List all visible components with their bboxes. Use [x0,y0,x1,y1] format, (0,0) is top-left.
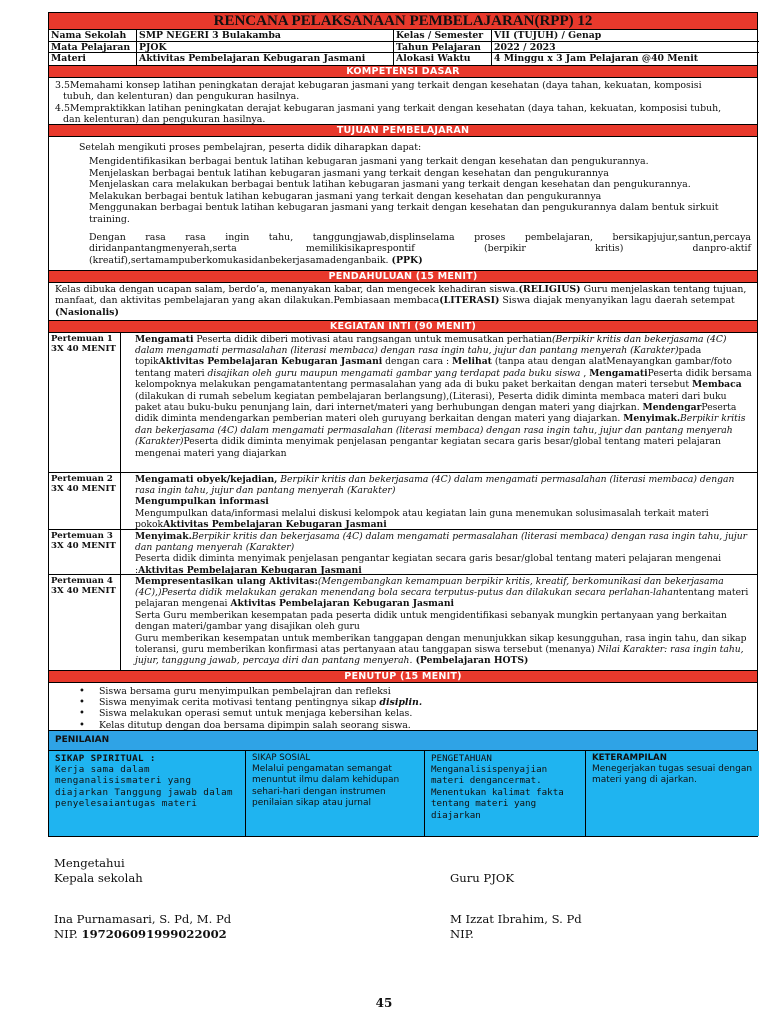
pertemuan-content [121,333,757,472]
text: Guru memberikan kesempatan untuk memberikan tanggapan dengan menunjukkan sikap kesungguhan, rasa ingin tahu, dan sikap toleransi, guru memberikan konfirmasi atas pertanyaan atau tanggapan siswa tersebut (menanya) [135,632,747,655]
pertemuan-3-row [48,530,758,575]
document-title: RENCANA PELAKSANAAN PEMBELAJARAN(RPP) 12 [48,12,758,30]
keyword: Aktivitas Pembelajaran Kebugaran Jasmani [138,564,362,576]
keyword: Aktivitas Pembelajaran Kebugaran Jasmani [230,598,455,610]
text: tentang materi pelajaran mengenai [135,586,749,610]
pendahuluan-text: Guru menjelaskan tentang tujuan, manfaat, dan aktivitas pembelajaran yang akan dilakukan.Pembiasaan membaca [55,283,747,307]
keyword: Aktivitas Pembelajaran Kebugaran Jasmani [163,519,387,531]
tujuan-item: Mengidentifikasikan berbagai bentuk latihan kebugaran jasmani yang terkait dengan kesehatan dan pengukurannya. [89,156,649,168]
keyword: Mengamati [135,333,194,345]
text: Peserta didik diminta menyimak penjelasan pengantar kegiatan secara garis besar/global tentang materi pelajaran mengenai materi yang diajarkan [135,436,721,459]
tujuan-item: Menjelaskan berbagai bentuk latihan kebugaran jasmani yang terkait dengan kesehatan dan pengukurannya [89,167,609,179]
pertemuan-title: Pertemuan 4 [51,575,113,586]
pertemuan-label [49,575,121,670]
penutup-heading: PENUTUP (15 MENIT) [48,671,758,683]
penutup-item [79,697,751,708]
text: Peserta didik diminta menyimak penjelasan pengantar kegiatan secara garis besar/global tentang materi pelajaran mengenai : [135,553,722,576]
kd-line: dan kelenturan) dan pengukuran hasilnya. [63,114,266,126]
sikap-sosial-cell [246,751,425,836]
identity-value: 4 Minggu x 3 Jam Pelajaran @40 Menit [494,53,699,64]
text-italic: disajikan oleh guru maupun mengamati gambar yang terdapat pada buku siswa [207,367,581,379]
pertemuan-label [49,530,121,574]
inti-heading: KEGIATAN INTI (90 MENIT) [48,321,758,333]
page-number: 45 [375,996,393,1010]
tujuan-closing-text: Dengan rasa rasa ingin tahu, tanggungjawab,displinselama proses pembelajaran, bersikapjujur,santun,percaya diridanpantangmenyerah,serta memilikisikaprespontif (berpikir kritis) danpro-aktif (kreatif),sertamampuberkomukasidanbekerjasamadenganbaik. [89,231,751,266]
cell-body: Kerja sama dalam menganalisismateri yang diajarkan Tanggung jawab dalam penyelesaiantugas materi [55,763,233,810]
tujuan-section [48,137,758,271]
pertemuan-duration: 3X 40 MENIT [51,585,116,596]
pendahuluan-text: Kelas dibuka dengan ucapan salam, berdo’a, menanyakan kabar, dan mengecek kehadiran siswa. [55,283,519,295]
ppk-tag: (PPK) [391,254,423,266]
pendahuluan-text: Siswa diajak menyanyikan lagu daerah setempat [499,295,735,307]
cell-heading: PENGETAHUAN [431,752,492,764]
text: (tanpa atau dengan alatMenayangkan gambar/foto tentang materi [135,356,732,379]
text: Peserta didik bersama kelompoknya melakukan pengamatantentang permasalahan yang ada di buku paket berkaitan dengan materi tersebut [135,367,752,391]
pengetahuan-cell [425,751,586,836]
keyword: Aktivitas Pembelajaran Kebugaran Jasmani [158,356,383,368]
tujuan-item: Melakukan berbagai bentuk latihan kebugaran jasmani yang terkait dengan kesehatan dan pengukurannya [89,190,602,202]
tujuan-closing [79,232,751,267]
penutup-list [79,686,751,732]
pendahuluan-heading: PENDAHULUAN (15 MENIT) [48,271,758,283]
kd-line: tubuh, dan kelenturan) dan pengukuran hasilnya. [63,91,300,103]
pertemuan-4-row [48,575,758,671]
text-italic: Berpikir kritis dan bekerjasama (4C) dalam mengamati permasalahan (literasi membaca) dengan rasa ingin tahu, jujur dan pantang menyerah (Karakter) [135,413,746,448]
identity-left [49,30,394,65]
pertemuan-duration: 3X 40 MENIT [51,540,116,551]
sikap-spiritual-cell [49,751,246,836]
nip-label: NIP. [54,927,82,941]
sign-role: Guru PJOK [450,871,515,885]
keyword: Mengamati [589,367,648,379]
text-italic: (Mengembangkan kemampuan berpikir kritis, kreatif, berkomunikasi dan bekerjasama (4C),)Peserta didik melakukan gerakan menendang bola secara terputus-putus dan dilakukan secara perlahan-lahan [135,575,724,598]
pendahuluan-section [48,283,758,321]
identity-row [394,53,759,65]
cell-body: Melalui pengamatan semangat menuntut ilmu dalam kehidupan sehari-hari dengan instrumen penilaian sikap atau jurnal [252,763,400,809]
sign-name: Ina Purnamasari, S. Pd, M. Pd [54,912,232,926]
penutup-item: • Siswa melakukan operasi semut untuk menjaga kebersihan kelas. [79,708,751,719]
pertemuan-content [121,473,757,529]
text-italic: Berpikir kritis dan bekerjasama (4C) dalam mengamati permasalahan (literasi membaca) dengan rasa ingin tahu, jujur dan pantang menyerah (Karakter) [135,473,735,496]
identity-label: Nama Sekolah [49,30,137,41]
identity-value: SMP NEGERI 3 Bulakamba [139,30,281,41]
cell-heading: KETERAMPILAN [592,752,667,763]
nasionalis-tag: (Nasionalis) [55,306,119,318]
text-italic: (Berpikir kritis dan bekerjasama (4C) dalam mengamati permasalahan (literasi membaca) dengan rasa ingin tahu, jujur dan pantang menyerah (Karakter) [135,333,727,356]
keyword: Melihat [452,356,492,368]
text: Serta Guru memberikan kesempatan pada peserta didik untuk mengidentifikasi sebanyak mungkin pertanyaan yang berkaitan dengan materi/gambar yang disajikan oleh guru [135,609,727,633]
sign-role: Kepala sekolah [54,871,143,885]
text: Mengumpulkan data/informasi melalui diskusi kelompok atau kegiatan lain guna menemukan solusimasalah terkait materi pokok [135,507,709,531]
keyword: Mengamati obyek/kejadian, [135,473,278,485]
penutup-emphasis: disiplin. [379,696,423,708]
text: dengan cara : [382,356,453,368]
sign-nip [54,927,414,942]
signature-right [450,856,750,942]
pertemuan-duration: 3X 40 MENIT [51,343,116,354]
identity-row [49,30,393,42]
literasi-tag: (LITERASI) [439,295,500,307]
keyword: Mengumpulkan informasi [135,496,269,508]
pertemuan-title: Pertemuan 1 [51,333,113,344]
text: Peserta didik diberi motivasi atau rangsangan untuk memusatkan perhatian [193,333,552,345]
identity-value: Aktivitas Pembelajaran Kebugaran Jasmani [139,53,366,64]
sign-nip: NIP. [450,927,474,941]
pertemuan-title: Pertemuan 2 [51,473,113,484]
religius-tag: (RELIGIUS) [518,283,581,295]
text: (dilakukan di rumah sebelum kegiatan pembelajaran berlangsung),(Literasi), Peserta didik diminta membaca materi dari buku paket atau buku-buku penunjang lain, dari internet/materi yang berhubungan dengan materi yang diajrkan. [135,390,727,413]
text: Peserta didik diminta mendengarkan pemberian materi oleh guruyang berkaitan dengan materi yang diajarkan. [135,401,737,425]
identity-label: Alokasi Waktu [394,53,492,65]
nip-value: 197206091999022002 [81,927,227,941]
penutup-item: • Kelas ditutup dengan doa bersama dipimpin salah seorang siswa. [79,720,751,731]
pertemuan-content [121,575,757,670]
cell-heading: SIKAP SOSIAL [252,752,311,763]
cell-body: Menganalisispenyajian materi dengancermat. Menentukan kalimat fakta tentang materi yang diajarkan [431,763,564,821]
pertemuan-duration: 3X 40 MENIT [51,483,116,494]
pertemuan-label [49,333,121,472]
tujuan-intro: Setelah mengikuti proses pembelajran, peserta didik diharapkan dapat: [79,141,422,153]
keyword: Menyimak. [135,530,192,542]
text-italic: Berpikir kritis dan bekerjasama (4C) dalam mengamati permasalahan (literasi membaca) dengan rasa ingin tahu, jujur dan pantang menyerah (Karakter) [135,530,748,553]
kd-section [48,78,758,125]
penutup-text: Siswa menyimak cerita motivasi tentang pentingnya sikap [99,696,380,708]
kd-heading: KOMPETENSI DASAR [48,66,758,78]
pertemuan-label [49,473,121,529]
cell-heading: SIKAP SPIRITUAL : [55,752,156,764]
pertemuan-title: Pertemuan 3 [51,530,113,541]
penutup-section [48,683,758,731]
identity-label: Mata Pelajaran [49,42,137,53]
sign-name: M Izzat Ibrahim, S. Pd [450,912,582,926]
kd-item [55,103,753,126]
pertemuan-2-row [48,473,758,530]
pertemuan-1-row [48,333,758,473]
pertemuan-content [121,530,757,574]
identity-value: PJOK [139,41,167,52]
signature-left [54,856,414,942]
identity-label: Materi [49,53,137,65]
penilaian-heading: PENILAIAN [48,731,758,751]
identity-right [394,30,759,65]
tujuan-item: Menjelaskan cara melakukan berbagai bentuk latihan kebugaran jasmani yang terkait dengan kesehatan dan pengukurannya. [89,179,691,191]
identity-row [394,30,759,42]
penilaian-grid [48,751,758,837]
tujuan-item: Menggunakan berbagai bentuk latihan kebugaran jasmani yang terkait dengan kesehatan dan pengukurannya dalam bentuk sirkuit training. [89,202,719,226]
text: pada topik [135,344,702,368]
identity-label: Kelas / Semester [394,30,492,41]
identity-row [394,42,759,54]
hots-tag: (Pembelajaran HOTS) [412,655,529,667]
identity-value: 2022 / 2023 [494,41,556,52]
text-italic: Nilai Karakter: rasa ingin tahu, jujur, tanggung jawab, percaya diri dan pantang menyerah. [135,643,744,667]
keyword: Mendengar [642,401,702,413]
text: , [580,367,590,379]
identity-row [49,53,393,65]
tujuan-heading: TUJUAN PEMBELAJARAN [48,125,758,137]
keyword: Membaca [692,379,742,391]
sign-text: Mengetahui [54,856,125,870]
kd-line: 3.5Memahami konsep latihan peningkatan derajat kebugaran jasmani yang terkait dengan kesehatan (daya tahan, kekuatan, komposisi [55,79,702,91]
penutup-item: • Siswa bersama guru menyimpulkan pembelajran dan refleksi [79,686,751,697]
keterampilan-cell [586,751,759,836]
cell-body: Menegerjakan tugas sesuai dengan materi yang di ajarkan. [592,763,753,786]
identity-table [48,30,758,66]
keyword: Mempresentasikan ulang Aktivitas: [135,575,318,587]
identity-label: Tahun Pelajaran [394,42,492,53]
rpp-sheet [48,12,758,837]
kd-line: 4.5Mempraktikkan latihan peningkatan derajat kebugaran jasmani yang terkait dengan kesehatan (daya tahan, kekuatan, komposisi tubuh, [55,102,722,114]
kd-item [55,80,753,103]
keyword: Menyimak. [623,413,681,425]
identity-value: VII (TUJUH) / Genap [494,30,602,41]
identity-row [49,42,393,54]
